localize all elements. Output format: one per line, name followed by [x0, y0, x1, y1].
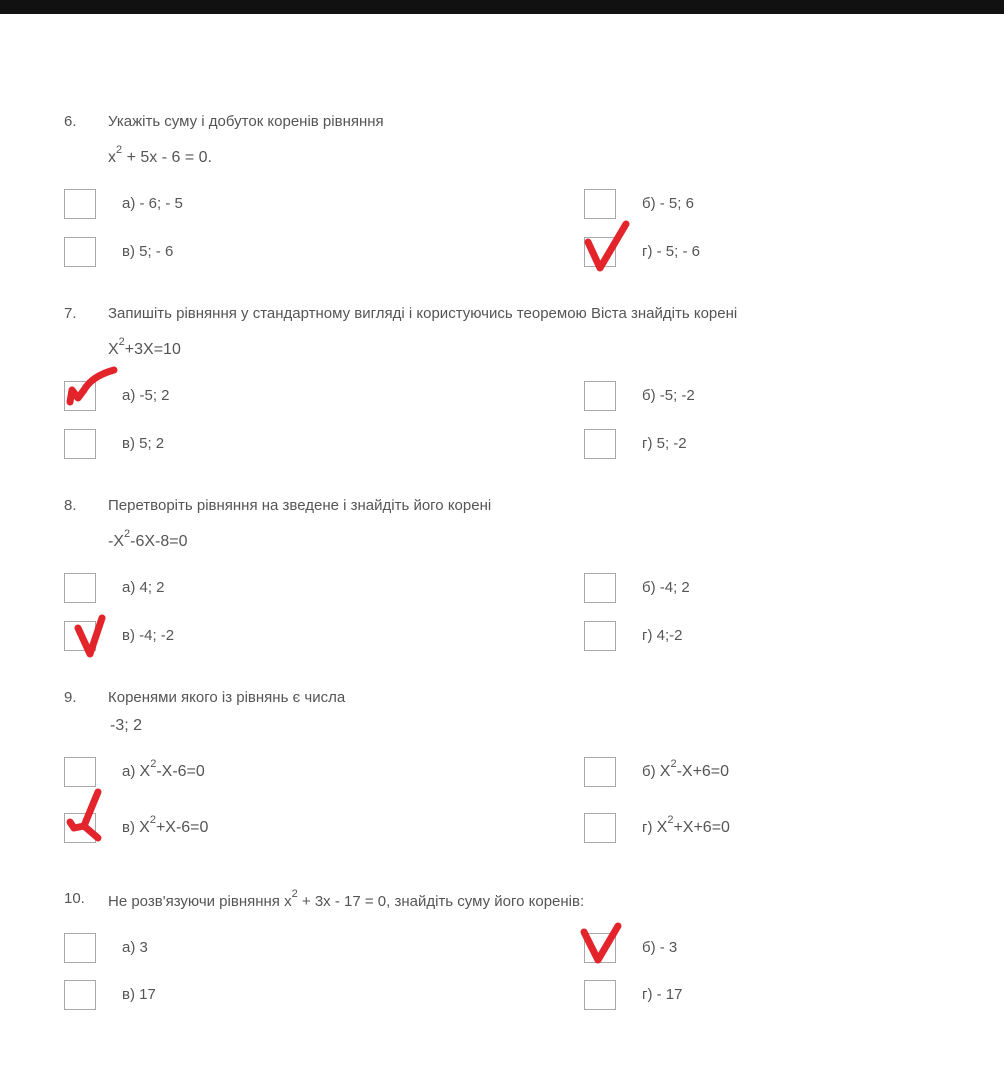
option-label: б) -4; 2 — [642, 579, 690, 596]
checkbox[interactable] — [584, 429, 616, 459]
checkbox[interactable] — [584, 813, 616, 843]
checkbox[interactable] — [584, 381, 616, 411]
option-label: а) -5; 2 — [122, 387, 170, 404]
option-label: в) 5; 2 — [122, 435, 165, 452]
question-number: 8. — [64, 497, 77, 514]
option-label: в) 5; - 6 — [122, 243, 174, 260]
option-label: г) - 17 — [642, 986, 683, 1003]
option-label: г) 4;-2 — [642, 627, 683, 644]
question-equation: $x^2 + 5x - 6 = 0$. — [108, 143, 212, 166]
checkbox[interactable] — [64, 189, 96, 219]
checkbox[interactable] — [584, 189, 616, 219]
option-label: в) -4; -2 — [122, 627, 175, 644]
option-label: б) - 3 — [642, 939, 678, 956]
checkbox[interactable] — [64, 573, 96, 603]
checkbox[interactable] — [64, 237, 96, 267]
checkbox[interactable] — [584, 933, 616, 963]
question-text: Укажіть суму і добуток коренів рівняння — [108, 113, 384, 130]
question-number: 10. — [64, 890, 85, 907]
option-label: б) -5; -2 — [642, 387, 695, 404]
option-label: в) $X^2+X-6=0$ — [122, 813, 209, 836]
checkbox[interactable] — [584, 237, 616, 267]
top-bar — [0, 0, 1004, 14]
option-label: г) - 5; - 6 — [642, 243, 700, 260]
question-number: 6. — [64, 113, 77, 130]
question-number: 9. — [64, 689, 77, 706]
question-number: 7. — [64, 305, 77, 322]
checkbox[interactable] — [584, 980, 616, 1010]
question-text: Не розв'язуючи рівняння $x^2 + 3x - 17 = 0$, знайдіть суму його коренів: — [108, 888, 585, 910]
checkbox[interactable] — [64, 381, 96, 411]
option-label: а) $X^2-X-6=0$ — [122, 757, 205, 780]
checkbox[interactable] — [584, 757, 616, 787]
option-label: б) $X^2-X+6=0$ — [642, 757, 730, 780]
question-equation: $-X^2-6X-8=0$ — [108, 527, 188, 550]
checkbox[interactable] — [64, 429, 96, 459]
option-label: а) 3 — [122, 939, 148, 956]
question-text: Запишіть рівняння у стандартному вигляді і користуючись теоремою Віста знайдіть корені — [108, 305, 738, 322]
option-label: в) 17 — [122, 986, 156, 1003]
option-label: г) 5; -2 — [642, 435, 687, 452]
option-label: г) $X^2+X+6=0$ — [642, 813, 730, 836]
checkbox[interactable] — [64, 933, 96, 963]
question-equation: $X^2+3X=10$ — [108, 335, 181, 358]
checkbox[interactable] — [64, 813, 96, 843]
question-text: Перетворіть рівняння на зведене і знайдіть його корені — [108, 497, 492, 514]
checkbox[interactable] — [64, 980, 96, 1010]
question-equation: -3; 2 — [110, 717, 143, 734]
option-label: а) 4; 2 — [122, 579, 165, 596]
option-label: а) - 6; - 5 — [122, 195, 183, 212]
option-label: б) - 5; 6 — [642, 195, 694, 212]
checkbox[interactable] — [584, 621, 616, 651]
checkbox[interactable] — [64, 621, 96, 651]
question-text: Коренями якого із рівнянь є числа — [108, 689, 346, 706]
checkbox[interactable] — [64, 757, 96, 787]
checkbox[interactable] — [584, 573, 616, 603]
